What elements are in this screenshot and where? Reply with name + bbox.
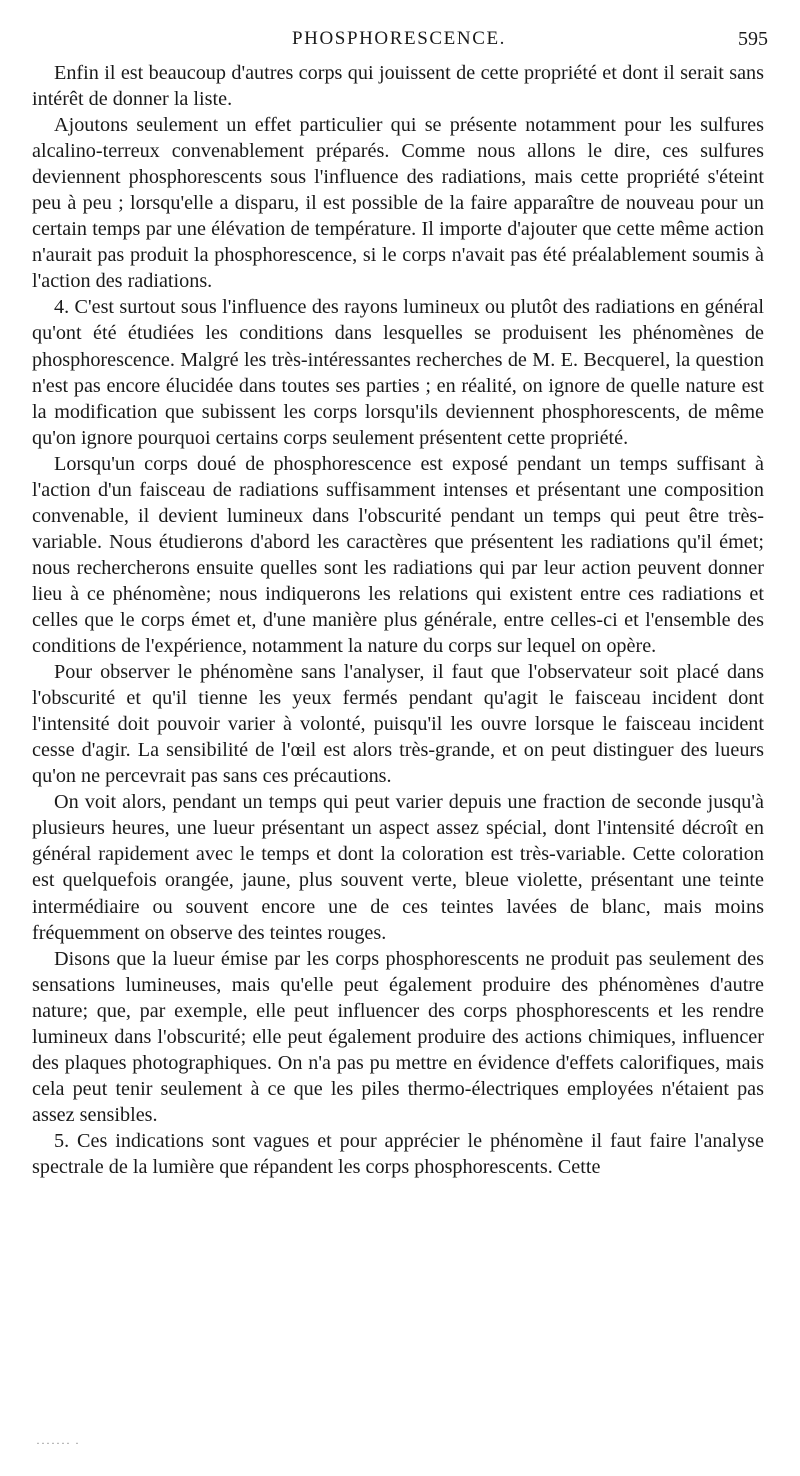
page-number: 595 [738,28,768,50]
paragraph: Pour observer le phénomène sans l'analyser, il faut que l'observateur soit placé dans l'obscurité et qu'il tienne les yeux fermés pendant qu'agit le faisceau incident dont l'intensité doit pouvoir varier à volonté, puisqu'il les ouvre lorsque le faisceau incident cesse d'agir. La sensibilité de l'œil est alors très-grande, et on peut distinguer des lueurs qu'on ne percevrait pas sans ces précautions. [32,661,764,788]
footer-smudge: ······· · [36,1436,80,1450]
body-text [32,60,764,1180]
paragraph: 5. Ces indications sont vagues et pour apprécier le phénomène il faut faire l'analyse spectrale de la lumière que répandent les corps phosphorescents. Cette [32,1129,764,1178]
paragraph: Disons que la lueur émise par les corps phosphorescents ne produit pas seulement des sensations lumineuses, mais qu'elle peut également produire des phénomènes d'autre nature; que, par exemple, elle peut influencer des corps phosphorescents et les rendre lumineux dans l'obscurité; elle peut également produire des actions chimiques, influencer des plaques photographiques. On n'a pas pu mettre en évidence d'effets calorifiques, mais cela peut tenir seulement à ce que les piles thermo-électriques employées n'étaient pas assez sensibles. [32,947,764,1126]
paragraph: On voit alors, pendant un temps qui peut varier depuis une fraction de seconde jusqu'à plusieurs heures, une lueur présentant un aspect assez spécial, dont l'intensité décroît en général rapidement avec le temps et dont la coloration est très-variable. Cette coloration est quelquefois orangée, jaune, plus souvent verte, bleue violette, présentant une teinte intermédiaire ou souvent encore une de ces teintes lavées de blanc, mais moins fréquemment on observe des teintes rouges. [32,791,764,944]
paragraph: Ajoutons seulement un effet particulier qui se présente notamment pour les sulfures alcalino-terreux convenablement préparés. Comme nous allons le dire, ces sulfures deviennent phosphorescents sous l'influence des radiations, mais cette propriété s'éteint peu à peu ; lorsqu'elle a disparu, il est possible de la faire apparaître de nouveau pour un certain temps par une élévation de température. Il importe d'ajouter que cette même action n'aurait pas produit la phosphorescence, si le corps n'avait pas été préalablement soumis à l'action des radiations. [32,114,764,293]
paragraph: 4. C'est surtout sous l'influence des rayons lumineux ou plutôt des radiations en général qu'ont été étudiées les conditions dans lesquelles se produisent les phénomènes de phosphorescence. Malgré les très-intéressantes recherches de M. E. Becquerel, la question n'est pas encore élucidée dans toutes ses parties ; en réalité, on ignore de quelle nature est la modification que subissent les corps lorsqu'ils deviennent phosphorescents, de même qu'on ignore pourquoi certains corps seulement présentent cette propriété. [32,296,764,449]
running-title: PHOSPHORESCENCE. [291,28,507,49]
page-header [30,26,768,52]
paragraph: Enfin il est beaucoup d'autres corps qui jouissent de cette propriété et dont il serait sans intérêt de donner la liste. [32,62,764,111]
paragraph: Lorsqu'un corps doué de phosphorescence est exposé pendant un temps suffisant à l'action d'un faisceau de radiations suffisamment intenses et présentant une composition convenable, il devient lumineux dans l'obscurité pendant un temps qui peut être très-variable. Nous étudierons d'abord les caractères que présentent les radiations qu'il émet; nous rechercherons ensuite quelles sont les radiations qui par leur action peuvent donner lieu à ce phénomène; nous indiquerons les relations qui existent entre ces radiations et celles que le corps émet et, d'une manière plus générale, entre celles-ci et l'ensemble des conditions de l'expérience, notamment la nature du corps sur lequel on opère. [32,452,764,658]
